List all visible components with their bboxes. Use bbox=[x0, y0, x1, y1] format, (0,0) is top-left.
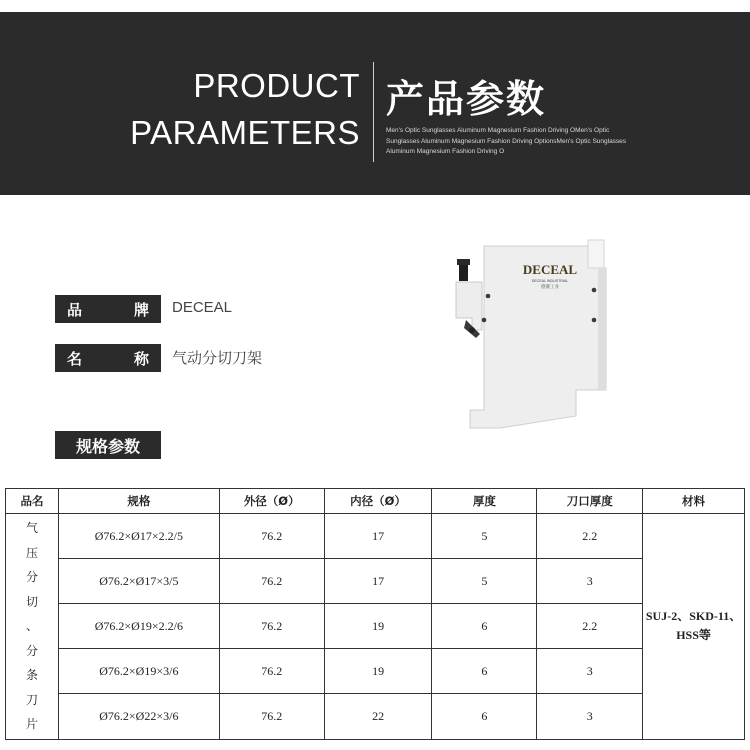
name-label-char-1: 名 bbox=[67, 349, 83, 368]
spec-table bbox=[5, 488, 745, 740]
table-row bbox=[6, 694, 745, 739]
product-logo-cn: 德赛工业 bbox=[541, 285, 559, 290]
material-line-2: HSS等 bbox=[676, 628, 711, 643]
banner-title-en bbox=[130, 62, 360, 156]
product-name-char: 条 bbox=[25, 668, 38, 682]
product-name-char: 压 bbox=[25, 545, 38, 560]
brand-label-char-1: 品 bbox=[67, 300, 83, 319]
header-spec: 规格 bbox=[58, 489, 219, 514]
spec-cell: Ø76.2×Ø19×2.2/6 bbox=[58, 604, 219, 649]
brand-value: DECEAL bbox=[172, 299, 233, 316]
table-row bbox=[6, 604, 745, 649]
product-name-value: 气动分切刀架 bbox=[172, 349, 263, 367]
banner-title-cn: 产品参数 bbox=[386, 77, 547, 121]
brand-label-char-2: 牌 bbox=[133, 300, 149, 319]
thickness-cell: 6 bbox=[432, 694, 537, 739]
name-label-char-2: 称 bbox=[133, 349, 149, 368]
edge-thickness-cell: 2.2 bbox=[537, 604, 643, 649]
material-line-1: SUJ-2、SKD-11、 bbox=[645, 609, 742, 624]
spec-cell: Ø76.2×Ø17×2.2/5 bbox=[58, 514, 219, 559]
product-name-char: 切 bbox=[25, 594, 38, 609]
spec-cell: Ø76.2×Ø17×3/5 bbox=[58, 559, 219, 604]
banner-divider bbox=[373, 62, 374, 162]
spec-section-label: 规格参数 bbox=[55, 431, 161, 459]
product-name-char: 分 bbox=[25, 570, 38, 584]
inner-diameter-cell: 17 bbox=[324, 559, 432, 604]
outer-diameter-cell: 76.2 bbox=[219, 694, 324, 739]
header-banner bbox=[0, 12, 750, 195]
header-product-name: 品名 bbox=[6, 489, 59, 514]
thickness-cell: 5 bbox=[432, 559, 537, 604]
product-name-char: 、 bbox=[25, 619, 38, 633]
thickness-cell: 6 bbox=[432, 604, 537, 649]
inner-diameter-cell: 19 bbox=[324, 649, 432, 694]
header-edge-thickness: 刀口厚度 bbox=[537, 489, 643, 514]
header-outer-diameter: 外径（Ø） bbox=[219, 489, 324, 514]
spec-cell: Ø76.2×Ø22×3/6 bbox=[58, 694, 219, 739]
edge-thickness-cell: 3 bbox=[537, 694, 643, 739]
product-logo-text: DECEAL bbox=[522, 262, 578, 277]
table-row bbox=[6, 559, 745, 604]
header-material: 材料 bbox=[643, 489, 745, 514]
thickness-cell: 5 bbox=[432, 514, 537, 559]
header-inner-diameter: 内径（Ø） bbox=[324, 489, 432, 514]
spec-cell: Ø76.2×Ø19×3/6 bbox=[58, 649, 219, 694]
outer-diameter-cell: 76.2 bbox=[219, 604, 324, 649]
product-name-char: 分 bbox=[25, 643, 38, 658]
thickness-cell: 6 bbox=[432, 649, 537, 694]
banner-title-en-line2: PARAMETERS bbox=[130, 114, 360, 151]
material-cell bbox=[643, 514, 745, 740]
edge-thickness-cell: 3 bbox=[537, 649, 643, 694]
product-logo-subtext: DECEAL INDUSTRIAL bbox=[531, 279, 569, 283]
edge-thickness-cell: 3 bbox=[537, 559, 643, 604]
inner-diameter-cell: 22 bbox=[324, 694, 432, 739]
header-thickness: 厚度 bbox=[432, 489, 537, 514]
edge-thickness-cell: 2.2 bbox=[537, 514, 643, 559]
banner-title-en-line1: PRODUCT bbox=[193, 67, 360, 104]
product-name-cell bbox=[6, 514, 59, 740]
inner-diameter-cell: 19 bbox=[324, 604, 432, 649]
product-name-char: 刀 bbox=[25, 692, 38, 707]
product-image bbox=[448, 238, 628, 443]
banner-subtitle: Men's Optic Sunglasses Aluminum Magnesium Fashion Driving OMen's Optic Sunglasses Aluminum Magnesium Fashion Driving OptionsMen's Optic Sunglasses Aluminum Magnesium Fashion Driving O bbox=[386, 127, 627, 155]
outer-diameter-cell: 76.2 bbox=[219, 649, 324, 694]
outer-diameter-cell: 76.2 bbox=[219, 514, 324, 559]
product-name-label bbox=[55, 344, 161, 372]
product-name-char: 片 bbox=[25, 717, 38, 731]
table-header-row bbox=[6, 489, 745, 514]
inner-diameter-cell: 17 bbox=[324, 514, 432, 559]
outer-diameter-cell: 76.2 bbox=[219, 559, 324, 604]
brand-label bbox=[55, 295, 161, 323]
table-row bbox=[6, 649, 745, 694]
table-row bbox=[6, 514, 745, 559]
product-name-char: 气 bbox=[25, 521, 38, 535]
